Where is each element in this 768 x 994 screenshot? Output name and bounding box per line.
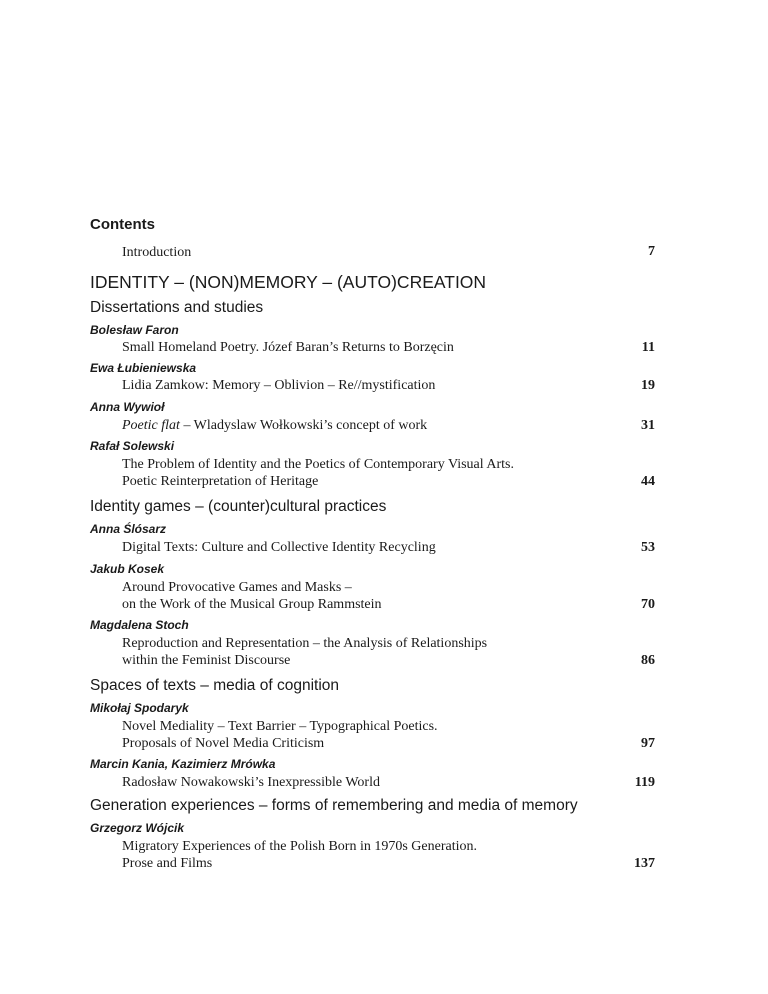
entry-page: 97: [641, 736, 655, 751]
toc-entry: [122, 579, 655, 613]
contents-title: Contents: [90, 216, 155, 233]
entry-title-line-1: Migratory Experiences of the Polish Born in 1970s Generation.: [122, 839, 477, 854]
entry-author: Magdalena Stoch: [90, 618, 189, 632]
part-title: IDENTITY – (NON)MEMORY – (AUTO)CREATION: [90, 272, 487, 292]
entry-author: Rafał Solewski: [90, 439, 175, 453]
entry-title-italic: Poetic flat: [122, 418, 180, 433]
section-title: Spaces of texts – media of cognition: [90, 677, 340, 694]
toc-entry: [122, 339, 655, 356]
toc-entry-introduction: [122, 244, 655, 261]
entry-author: Ewa Łubieniewska: [90, 361, 197, 375]
entry-author: Bolesław Faron: [90, 323, 179, 337]
toc-entry: [122, 774, 655, 791]
entry-author: Mikołaj Spodaryk: [90, 701, 189, 715]
entry-page: 31: [641, 418, 655, 433]
toc-entry: [122, 417, 655, 434]
toc-entry: [122, 718, 655, 752]
toc-entry: [122, 377, 655, 394]
entry-page: 70: [641, 597, 655, 612]
toc-entry: [122, 838, 655, 872]
section-title: Dissertations and studies: [90, 299, 264, 316]
entry-title: Introduction: [122, 245, 192, 260]
entry-title-line-1: The Problem of Identity and the Poetics of Contemporary Visual Arts.: [122, 457, 514, 472]
entry-author: Jakub Kosek: [90, 562, 165, 576]
entry-title: Radosław Nowakowski’s Inexpressible World: [122, 775, 380, 790]
entry-title-line-2: Proposals of Novel Media Criticism: [122, 736, 325, 751]
toc-entry: [122, 456, 655, 490]
toc-entry: [122, 539, 655, 556]
entry-title: Lidia Zamkow: Memory – Oblivion – Re//mystification: [122, 378, 436, 393]
entry-title: Small Homeland Poetry. Józef Baran’s Returns to Borzęcin: [122, 340, 454, 355]
entry-page: 44: [641, 474, 655, 489]
entry-title-line-2: Prose and Films: [122, 856, 213, 871]
entry-page: 7: [648, 244, 655, 259]
entry-page: 19: [641, 378, 655, 393]
entry-title-line-1: Reproduction and Representation – the Analysis of Relationships: [122, 636, 488, 651]
entry-author: Grzegorz Wójcik: [90, 821, 185, 835]
section-title: Generation experiences – forms of remembering and media of memory: [90, 797, 578, 814]
entry-page: 86: [641, 653, 655, 668]
entry-page: 137: [634, 856, 655, 871]
entry-author: Anna Ślósarz: [90, 522, 167, 536]
entry-title: [122, 417, 655, 434]
entry-title-line-1: Around Provocative Games and Masks –: [122, 580, 352, 595]
entry-title-line-2: Poetic Reinterpretation of Heritage: [122, 474, 319, 489]
entry-page: 53: [641, 540, 655, 555]
entry-title-line-1: Novel Mediality – Text Barrier – Typographical Poetics.: [122, 719, 438, 734]
entry-title-rest: – Wladyslaw Wołkowski’s concept of work: [179, 418, 428, 433]
section-title: Identity games – (counter)cultural practices: [90, 498, 387, 515]
toc-entry: [122, 635, 655, 669]
entry-title: Digital Texts: Culture and Collective Identity Recycling: [122, 540, 436, 555]
entry-title-line-2: within the Feminist Discourse: [122, 653, 291, 668]
entry-author: Anna Wywioł: [90, 400, 165, 414]
entry-title-line-2: on the Work of the Musical Group Rammstein: [122, 597, 382, 612]
entry-page: 119: [634, 775, 655, 790]
entry-page: 11: [641, 340, 655, 355]
entry-author: Marcin Kania, Kazimierz Mrówka: [90, 757, 276, 771]
